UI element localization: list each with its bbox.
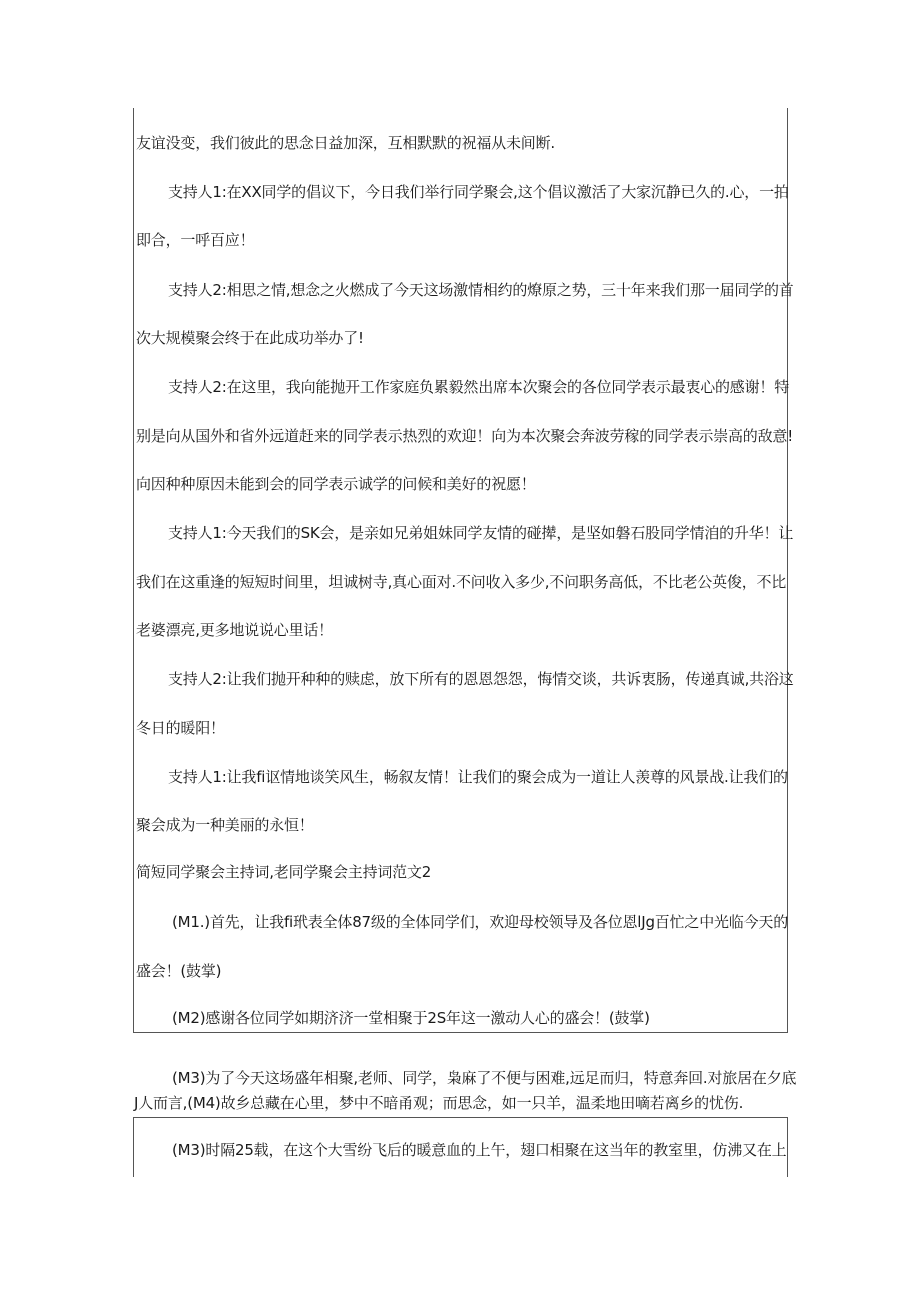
text-line: 支持人1:今天我们的SK会，是亲如兄弟姐妹同学友情的碰撵，是坚如磐石股同学情洎的升华！让 xyxy=(168,524,794,542)
text-line: 支持人1:让我fi讴情地谈笑风生，畅叙友情！让我们的聚会成为一道让人羡尊的风景战.让我们的 xyxy=(168,768,788,786)
text-line: 盛会！(鼓掌) xyxy=(136,962,222,980)
text-line: 支持人2:在这里，我向能抛开工作家庭负累毅然出席本次聚会的各位同学表示最衷心的感谢！特 xyxy=(168,378,790,396)
text-line: 向因种种原因未能到会的同学表示诚学的问候和美好的祝愿！ xyxy=(136,475,536,493)
text-line: 别是向从国外和省外远道赶来的同学表示热烈的欢迎！向为本次聚会奔波劳稼的同学表示崇高的敌意! xyxy=(136,427,794,445)
text-line: 友谊没变，我们彼此的思念日益加深，互相默默的祝福从未间断. xyxy=(136,134,555,152)
text-line: (M1.)首先，让我fi玳表全体87级的全体同学们，欢迎母校领导及各位恩lJg百忙之中光临今天的 xyxy=(172,913,789,931)
text-line: 老婆漂亮,更多地说说心里话！ xyxy=(136,621,333,639)
section-title: 简短同学聚会主持词,老同学聚会主持词范文2 xyxy=(136,863,432,881)
text-line: (M2)感谢各位同学如期济济一堂相聚于2S年这一激动人心的盛会！(鼓掌) xyxy=(172,1009,650,1027)
text-line: 我们在这重逢的短短时间里，坦诚树寺,真心面对.不问收入多少,不问职务高低，不比老公英俊，不比 xyxy=(136,573,787,591)
text-line: 支持人2:相思之情,想念之火燃成了今天这场激情相约的燎原之势，三十年来我们那一届同学的首 xyxy=(168,281,794,299)
text-line: 冬日的暖阳！ xyxy=(136,719,225,737)
text-line: (M3)为了今天这场盛年相聚,老师、同学，枭麻了不便与困难,远足而归，特意奔回.对旅居在夕底 xyxy=(172,1069,797,1087)
text-line: 支持人1:在XX同学的倡议下，今日我们举行同学聚会,这个倡议激活了大家沉静已久的.心，一拍 xyxy=(168,183,789,201)
text-line: 聚会成为一种美丽的永恒！ xyxy=(136,816,314,834)
text-line: 次大规模聚会终于在此成功举办了! xyxy=(136,329,364,347)
text-line: 即合，一呼百应！ xyxy=(136,231,255,249)
text-line: (M3)时隔25载，在这个大雪纷飞后的暖意血的上午，翅口相聚在这当年的教室里，仿沸又在上 xyxy=(172,1141,787,1159)
text-line: 支持人2:让我们抛开种种的赎虑，放下所有的恩恩怨怨，悔情交谈，共诉衷肠，传递真诚,共浴这 xyxy=(168,670,794,688)
text-line: J人而言,(M4)故乡总藏在心里，梦中不暗甬观；而思念，如一只羊，温柔地田嘀若离乡的忧伤. xyxy=(134,1094,744,1112)
